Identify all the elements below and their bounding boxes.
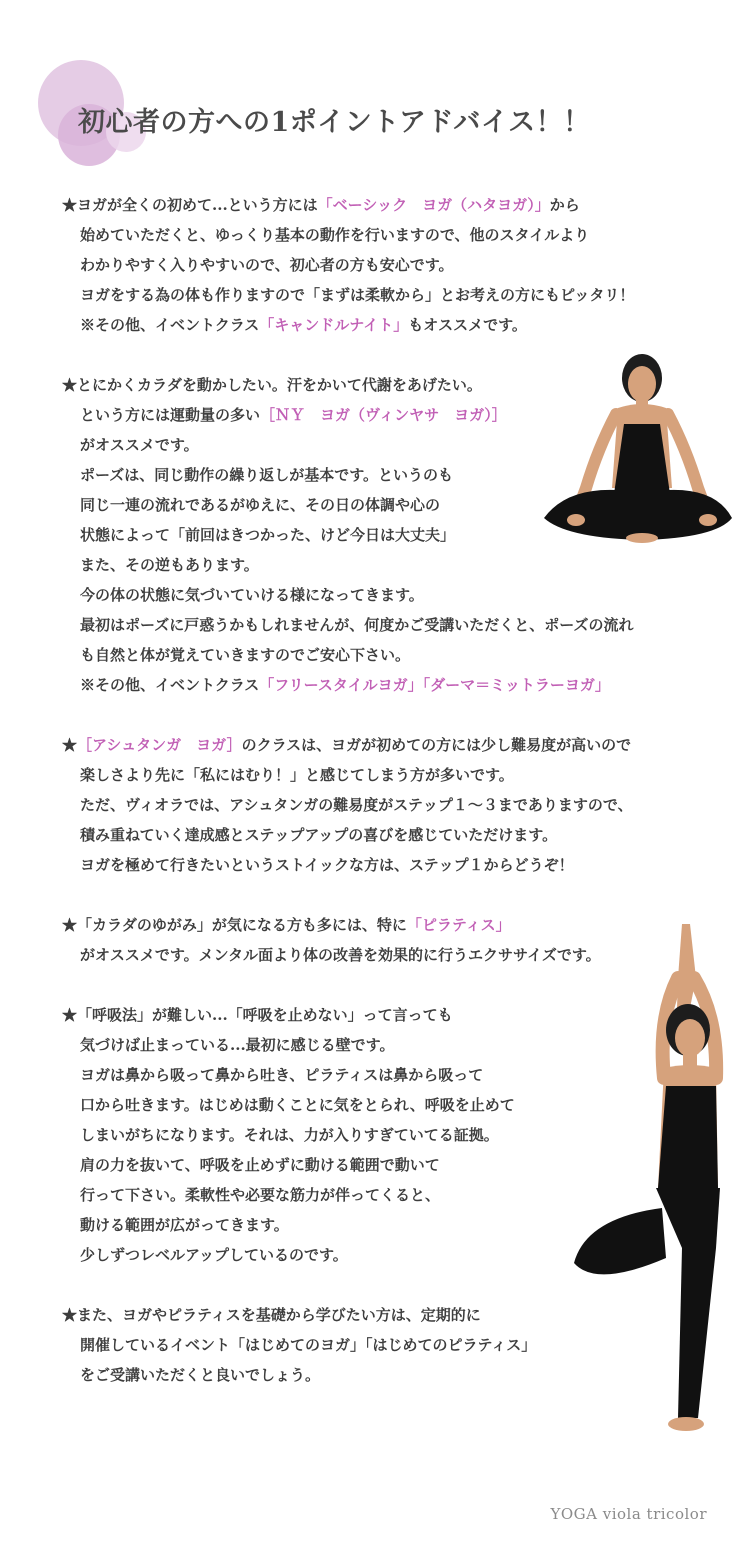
class-name-highlight: ［ＮＹ ヨガ（ヴィンヤサ ヨガ）］	[260, 406, 507, 424]
advice-line	[62, 730, 722, 760]
advice-text: も自然と体が覚えていきますのでご安心下さい。	[80, 646, 411, 664]
figure-face	[675, 1019, 705, 1057]
advice-text: ※その他、イベントクラス	[80, 676, 260, 694]
advice-text: ★また、ヨガやピラティスを基礎から学びたい方は、定期的に	[62, 1306, 481, 1324]
advice-line	[62, 820, 722, 850]
advice-text: がオススメです。メンタル面より体の改善を効果的に行うエクササイズです。	[80, 946, 601, 964]
advice-line	[62, 670, 722, 700]
advice-line	[62, 250, 722, 280]
advice-line	[62, 850, 722, 880]
advice-text: ヨガを極めて行きたいというストイックな方は、ステップ１からどうぞ！	[80, 856, 574, 874]
seated-yoga-figure	[536, 338, 736, 548]
advice-text: ★とにかくカラダを動かしたい。汗をかいて代謝をあげたい。	[62, 376, 482, 394]
advice-text: もオススメです。	[408, 316, 527, 334]
advice-text: から	[549, 196, 580, 214]
advice-line	[62, 790, 722, 820]
advice-text: 同じ一連の流れであるがゆえに、その日の体調や心の	[80, 496, 441, 514]
advice-text: のクラスは、ヨガが初めての方には少し難易度が高いので	[241, 736, 632, 754]
advice-text: 肩の力を抜いて、呼吸を止めずに動ける範囲で動いて	[80, 1156, 440, 1174]
advice-section	[62, 730, 722, 880]
advice-line	[62, 280, 722, 310]
advice-text: 積み重ねていく達成感とステップアップの喜びを感じていただけます。	[80, 826, 558, 844]
advice-text: しまいがちになります。それは、力が入りすぎていてる証拠。	[80, 1126, 499, 1144]
advice-text: また、その逆もあります。	[80, 556, 259, 574]
figure-face	[628, 366, 656, 402]
advice-line	[62, 610, 722, 640]
advice-text: ★	[62, 736, 78, 754]
class-name-highlight: 「フリースタイルヨガ」「ダーマ＝ミットラーヨガ」	[259, 676, 610, 694]
advice-section	[62, 190, 722, 340]
advice-text: わかりやすく入りやすいので、初心者の方も安心です。	[80, 256, 454, 274]
figure-top	[658, 1086, 718, 1188]
advice-text: ヨガをする為の体も作りますので「まずは柔軟から」とお考えの方にもピッタリ！	[80, 286, 635, 304]
page-title: 初心者の方への1ポイントアドバイス！！	[78, 107, 591, 138]
figure-hips	[656, 1188, 720, 1248]
advice-text: 口から吐きます。はじめは動くことに気をとられ、呼吸を止めて	[80, 1096, 515, 1114]
advice-text: 気づけば止まっている...最初に感じる壁です。	[80, 1036, 395, 1054]
class-name-highlight: ［アシュタンガ ヨガ］	[77, 736, 242, 754]
advice-text: をご受講いただくと良いでしょう。	[80, 1366, 321, 1384]
advice-line	[62, 760, 722, 790]
advice-text: 少しずつレベルアップしているのです。	[80, 1246, 348, 1264]
advice-line	[62, 580, 722, 610]
advice-text: ★「呼吸法」が難しい...「呼吸を止めない」って言っても	[62, 1006, 453, 1024]
figure-foot	[668, 1417, 704, 1431]
advice-line	[62, 190, 722, 220]
class-name-highlight: 「ベーシック ヨガ（ハタヨガ）」	[317, 196, 550, 214]
advice-text: という方には運動量の多い	[80, 406, 261, 424]
advice-text: 動ける範囲が広がってきます。	[80, 1216, 289, 1234]
advice-line	[62, 640, 722, 670]
figure-right-hand	[699, 514, 717, 526]
figure-left-hand	[567, 514, 585, 526]
advice-text: 開催しているイベント「はじめてのヨガ」「はじめてのピラティス」	[80, 1336, 537, 1354]
brand-footer: YOGA viola tricolor	[550, 1505, 707, 1523]
advice-text: 状態によって「前回はきつかった、けど今日は大丈夫」	[80, 526, 456, 544]
figure-feet	[626, 533, 658, 543]
advice-text: ★「カラダのゆがみ」が気になる方も多には、特に	[62, 916, 407, 934]
advice-text: ※その他、イベントクラス	[80, 316, 260, 334]
advice-text: ただ、ヴィオラでは、アシュタンガの難易度がステップ１～３までありますので、	[80, 796, 633, 814]
advice-text: ★ヨガが全くの初めて...という方には	[62, 196, 318, 214]
advice-line	[62, 310, 722, 340]
standing-tree-pose-figure	[566, 918, 746, 1438]
advice-text: がオススメです。	[80, 436, 199, 454]
advice-line	[62, 220, 722, 250]
advice-text: ヨガは鼻から吸って鼻から吐き、ピラティスは鼻から吸って	[80, 1066, 484, 1084]
class-name-highlight: 「ピラティス」	[406, 916, 511, 934]
advice-line	[62, 550, 722, 580]
figure-bent-leg	[574, 1208, 666, 1274]
advice-text: 楽しさより先に「私にはむり！」と感じてしまう方が多いです。	[80, 766, 514, 784]
advice-text: 今の体の状態に気づいていける様になってきます。	[80, 586, 424, 604]
advice-text: 始めていただくと、ゆっくり基本の動作を行いますので、他のスタイルより	[80, 226, 590, 244]
advice-text: 行って下さい。柔軟性や必要な筋力が伴ってくると、	[80, 1186, 441, 1204]
figure-standing-leg	[678, 1248, 716, 1418]
advice-text: ポーズは、同じ動作の繰り返しが基本です。というのも	[80, 466, 454, 484]
class-name-highlight: 「キャンドルナイト」	[259, 316, 409, 334]
advice-text: 最初はポーズに戸惑うかもしれませんが、何度かご受講いただくと、ポーズの流れ	[80, 616, 634, 634]
